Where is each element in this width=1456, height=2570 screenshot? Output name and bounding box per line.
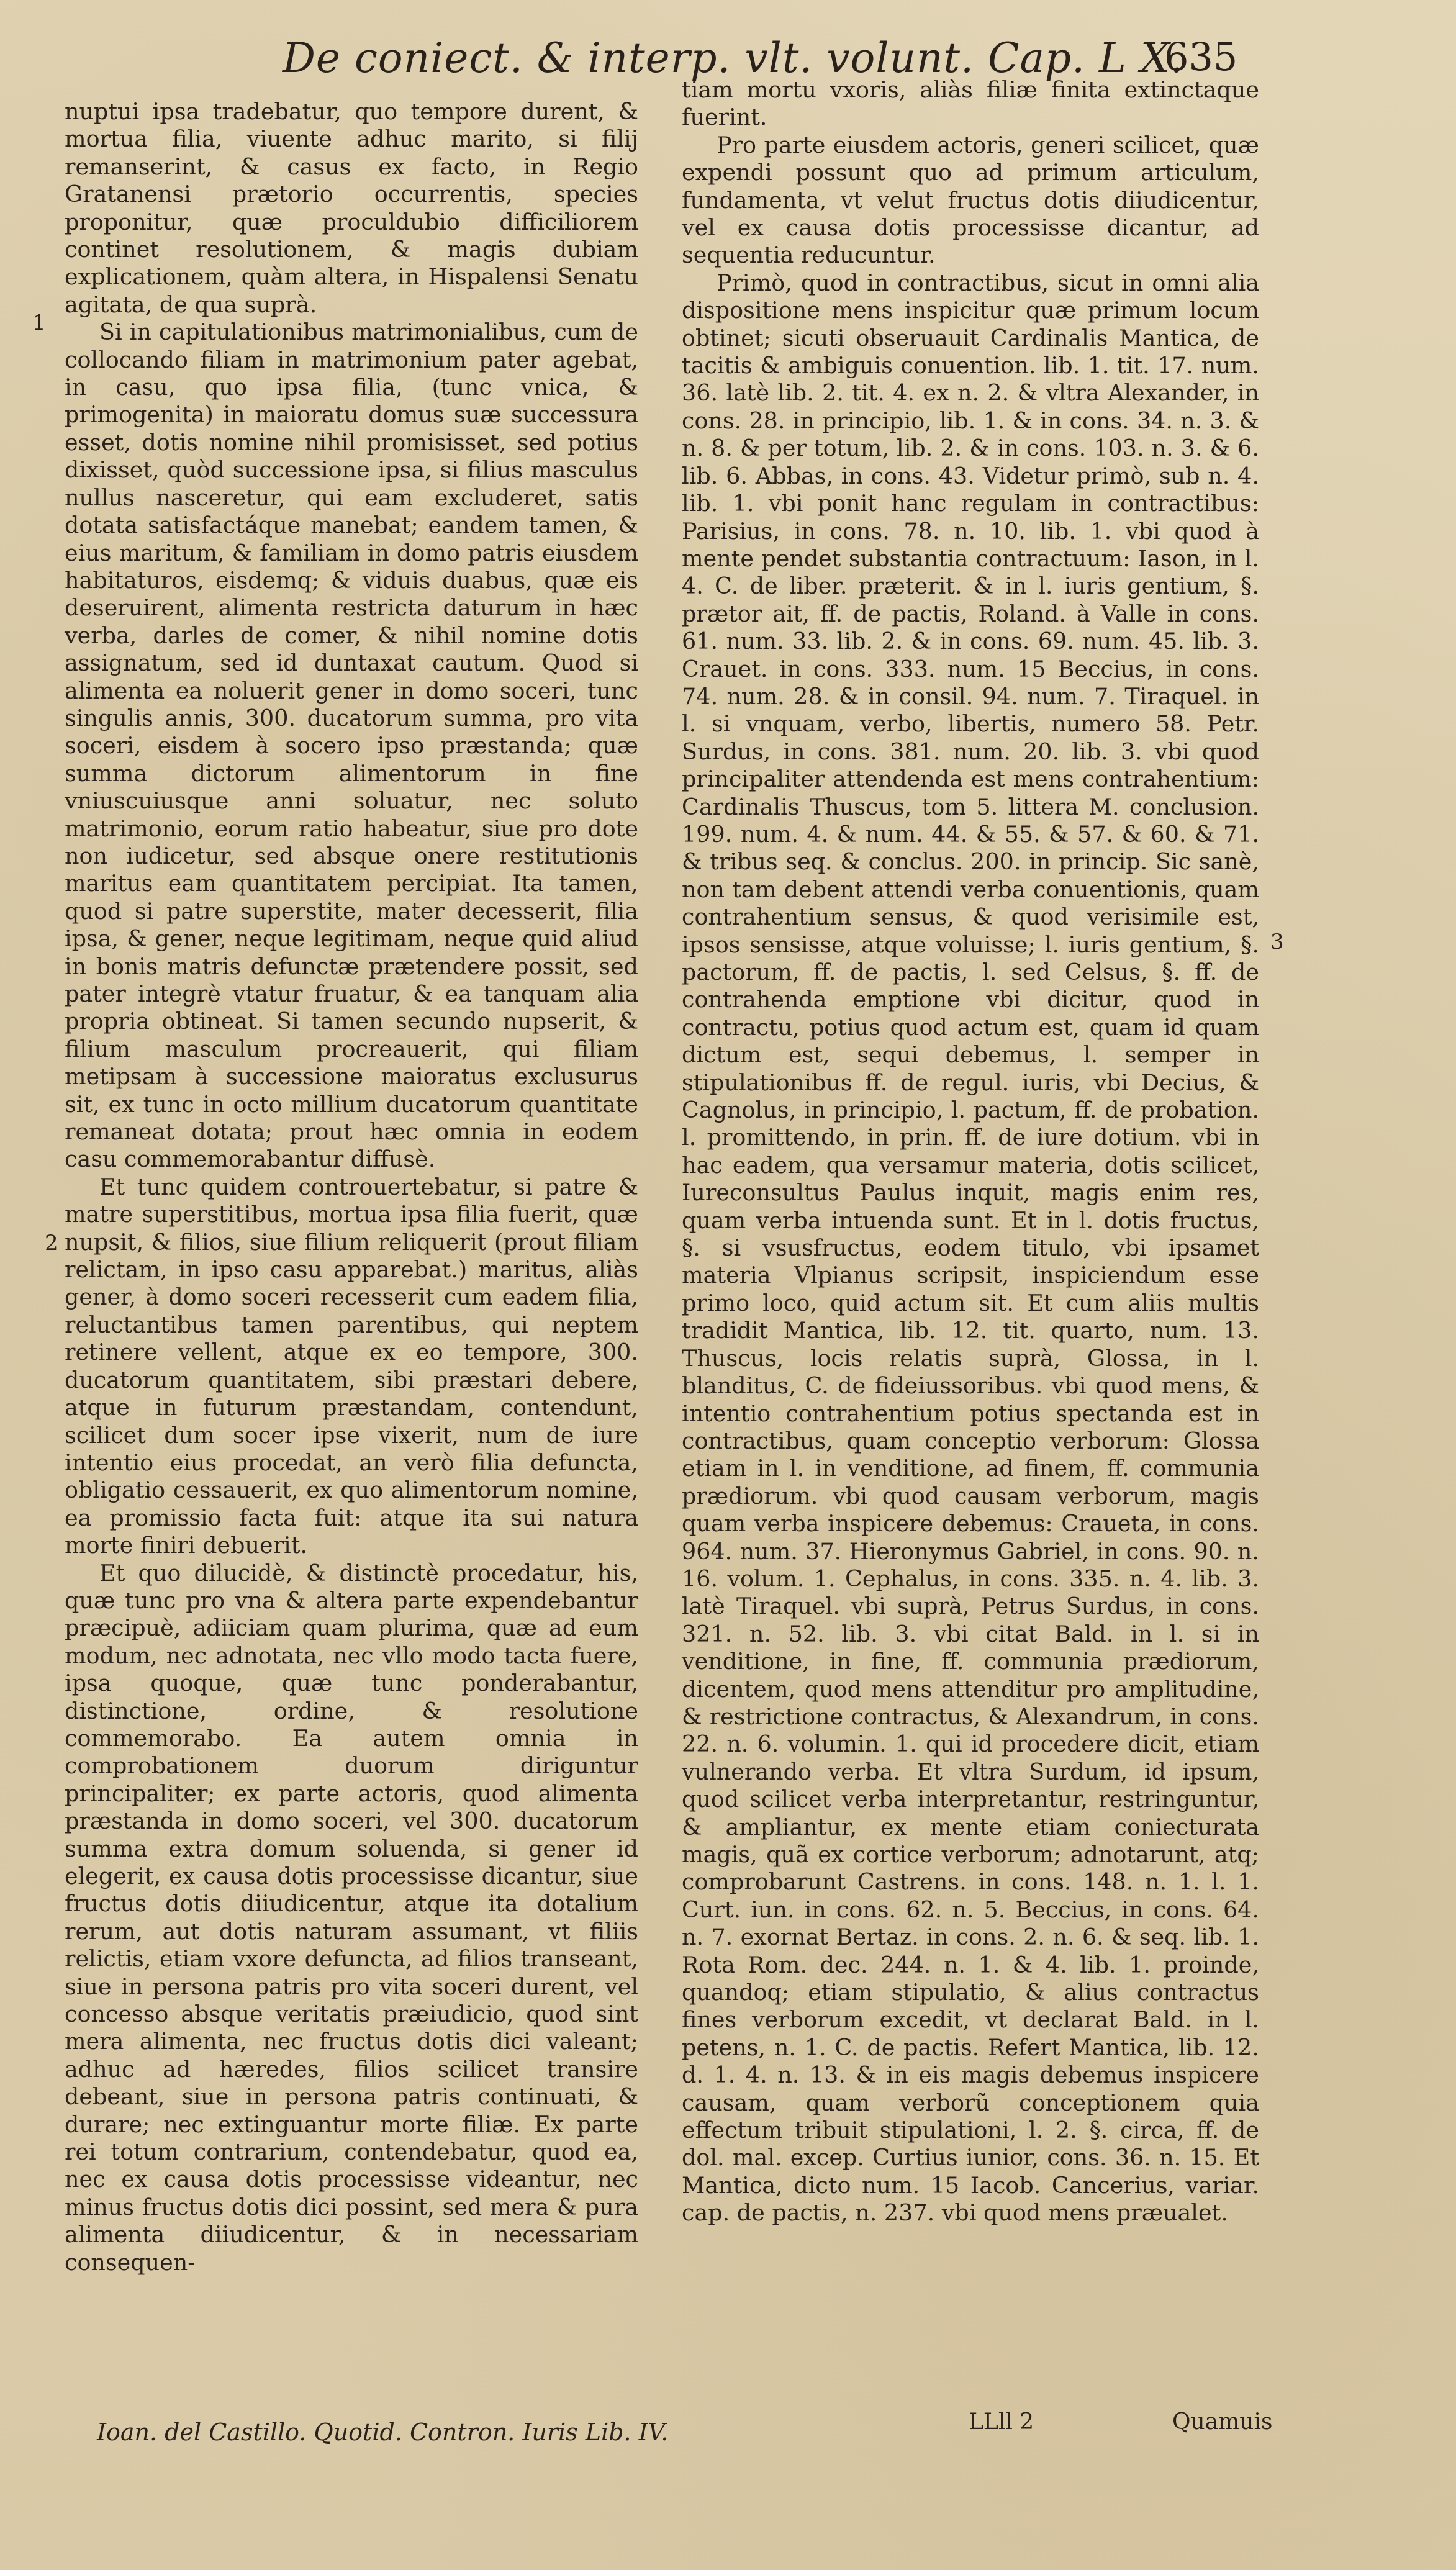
paragraph: nuptui ipsa tradebatur, quo tempore durent, & mortua filia, viuente adhuc marito, si filij remanserint, & casus ex facto, in Regio Gratanensi prætorio occurrentis, species proponitur, quæ proculdubio difficiliorem continet resolutionem, & magis dubiam explicationem, quàm altera, in Hispalensi Senatu agitata, de qua suprà.	[65, 98, 638, 318]
right-column	[682, 76, 1259, 2227]
margin-number: 2	[45, 1231, 58, 1256]
paragraph: Et tunc quidem controuertebatur, si patre & matre superstitibus, mortua ipsa filia fuerit, quæ nupsit, & filios, siue filium reliquerit (prout filiam relictam, in ipso casu apparebat.) maritus, aliàs gener, à domo soceri recesserit cum eadem filia, reluctantibus tamen parentibus, qui neptem retinere vellent, atque ex eo tempore, 300. ducatorum quantitatem, sibi præstari debere, atque in futurum præstandam, contendunt, scilicet dum socer ipse vixerit, num de iure intentio eius procedat, an verò filia defuncta, obligatio cessauerit, ex quo alimentorum nomine, ea promissio facta fuit: atque ita sui natura morte finiri debuerit.	[65, 1173, 638, 1559]
paragraph: Et quo dilucidè, & distinctè procedatur, his, quæ tunc pro vna & altera parte expendebantur præcipuè, adiiciam quam plurima, quæ ad eum modum, nec adnotata, nec vllo modo tacta fuere, ipsa quoque, quæ tunc ponderabantur, distinctione, ordine, & resolutione commemorabo. Ea autem omnia in comprobationem duorum diriguntur principaliter; ex parte actoris, quod alimenta præstanda in domo soceri, vel 300. ducatorum summa extra domum soluenda, si gener id elegerit, ex causa dotis processisse dicantur, siue fructus dotis diiudicentur, atque ita dotalium rerum, aut dotis naturam assumant, vt filiis relictis, etiam vxore defuncta, ad filios transeant, siue in persona patris pro vita soceri durent, vel concesso absque veritatis præiudicio, quod sint mera alimenta, nec fructus dotis dici valeant; adhuc ad hæredes, filios scilicet transire debeant, siue in persona patris continuati, & durare; nec extinguantur morte filiæ. Ex parte rei totum contrarium, contendebatur, quod ea, nec ex causa dotis processisse videantur, nec minus fructus dotis dici possint, sed mera & pura alimenta diiudicentur, & in necessariam consequen-	[65, 1559, 638, 2276]
margin-number: 3	[1270, 930, 1284, 954]
paragraph: Pro parte eiusdem actoris, generi scilicet, quæ expendi possunt quo ad primum articulum, fundamenta, vt velut fructus dotis diiudicentur, vel ex causa dotis processisse dicantur, ad sequentia reducuntur.	[682, 131, 1259, 269]
signature-mark: LLll 2	[969, 2409, 1034, 2435]
paragraph: Si in capitulationibus matrimonialibus, cum de collocando filiam in matrimonium pater agebat, in casu, quo ipsa filia, (tunc vnica, & primogenita) in maioratu domus suæ successura esset, dotis nomine nihil promisisset, sed potius dixisset, quòd successione ipsa, si filius masculus nullus nasceretur, qui eam excluderet, satis dotata satisfactáque manebat; eandem tamen, & eius maritum, & familiam in domo patris eiusdem habitaturos, eisdemq; & viduis duabus, quæ eis deseruirent, alimenta restricta daturum in hæc verba, darles de comer, & nihil nomine dotis assignatum, sed id duntaxat cautum. Quod si alimenta ea noluerit gener in domo soceri, tunc singulis annis, 300. ducatorum summa, pro vita soceri, eisdem à socero ipso præstanda; quæ summa dictorum alimentorum in fine vniuscuiusque anni soluatur, nec soluto matrimonio, eorum ratio habeatur, siue pro dote non iudicetur, sed absque onere restitutionis maritus eam quantitatem percipiat. Ita tamen, quod si patre superstite, mater decesserit, filia ipsa, & gener, neque legitimam, neque quid aliud in bonis matris defunctæ prætendere possit, sed pater integrè vtatur fruatur, & ea tanquam alia propria obtineat. Si tamen secundo nupserit, & filium masculum procreauerit, qui filiam metipsam à successione maioratus exclusurus sit, ex tunc in octo millium ducatorum quantitate remaneat dotata; prout hæc omnia in eodem casu commemorabantur diffusè.	[65, 319, 638, 1173]
page-number: 635	[1164, 34, 1238, 79]
signature-line: Ioan. del Castillo. Quotid. Contron. Iuris Lib. IV.	[97, 2418, 669, 2446]
left-column	[65, 98, 638, 2276]
running-title: De coniect. & interp. vlt. volunt. Cap. L X.	[283, 34, 1184, 82]
paragraph: Primò, quod in contractibus, sicut in omni alia dispositione mens inspicitur quæ primum locum obtinet; sicuti obseruauit Cardinalis Mantica, de tacitis & ambiguis conuention. lib. 1. tit. 17. num. 36. latè lib. 2. tit. 4. ex n. 2. & vltra Alexander, in cons. 28. in principio, lib. 1. & in cons. 34. n. 3. & n. 8. & per totum, lib. 2. & in cons. 103. n. 3. & 6. lib. 6. Abbas, in cons. 43. Videtur primò, sub n. 4. lib. 1. vbi ponit hanc regulam in contractibus: Parisius, in cons. 78. n. 10. lib. 1. vbi quod à mente pendet substantia contractuum: Iason, in l. 4. C. de liber. præterit. & in l. iuris gentium, §. prætor ait, ff. de pactis, Roland. à Valle in cons. 61. num. 33. lib. 2. & in cons. 69. num. 45. lib. 3. Crauet. in cons. 333. num. 15 Beccius, in cons. 74. num. 28. & in consil. 94. num. 7. Tiraquel. in l. si vnquam, verbo, libertis, numero 58. Petr. Surdus, in cons. 381. num. 20. lib. 3. vbi quod principaliter attendenda est mens contrahentium: Cardinalis Thuscus, tom 5. littera M. conclusion. 199. num. 4. & num. 44. & 55. & 57. & 60. & 71. & tribus seq. & conclus. 200. in princip. Sic sanè, non tam debent attendi verba conuentionis, quam contrahentium sensus, & quod verisimile est, ipsos sensisse, atque voluisse; l. iuris gentium, §. pactorum, ff. de pactis, l. sed Celsus, §. ff. de contrahenda emptione vbi dicitur, quod in contractu, potius quod actum est, quam id quam dictum est, sequi debemus, l. semper in stipulationibus ff. de regul. iuris, vbi Decius, & Cagnolus, in principio, l. pactum, ff. de probation. l. promittendo, in prin. ff. de iure dotium. vbi in hac eadem, qua versamur materia, dotis scilicet, Iureconsultus Paulus inquit, magis enim res, quam verba intuenda sunt. Et in l. dotis fructus, §. si vsusfructus, eodem titulo, vbi ipsamet materia Vlpianus scripsit, inspiciendum esse primo loco, quid actum sit. Et cum aliis multis tradidit Mantica, lib. 12. tit. quarto, num. 13. Thuscus, locis relatis suprà, Glossa, in l. blanditus, C. de fideiussoribus. vbi quod mens, & intentio contrahentium potius spectanda est in contractibus, quam conceptio verborum: Glossa etiam in l. in venditione, ad finem, ff. communia prædiorum. vbi quod causam verborum, magis quam verba inspicere debemus: Craueta, in cons. 964. num. 37. Hieronymus Gabriel, in cons. 90. n. 16. volum. 1. Cephalus, in cons. 335. n. 4. lib. 3. latè Tiraquel. vbi suprà, Petrus Surdus, in cons. 321. n. 52. lib. 3. vbi citat Bald. in l. si in venditione, in fine, ff. communia prædiorum, dicentem, quod mens attenditur pro amplitudine, & restrictione contractus, & Alexandrum, in cons. 22. n. 6. volumin. 1. qui id procedere dicit, etiam vulnerando verba. Et vltra Surdum, id ipsum, quod scilicet verba interpretantur, restringuntur, & ampliantur, ex mente etiam coniecturata magis, quã ex cortice verborum; adnotarunt, atq; comprobarunt Castrens. in cons. 148. n. 1. l. 1. Curt. iun. in cons. 62. n. 5. Beccius, in cons. 64. n. 7. exornat Bertaz. in cons. 2. n. 6. & seq. lib. 1. Rota Rom. dec. 244. n. 1. & 4. lib. 1. proinde, quandoq; etiam stipulatio, & alius contractus fines verborum excedit, vt declarat Bald. in l. petens, n. 1. C. de pactis. Refert Mantica, lib. 12. d. 1. 4. n. 13. & in eis magis debemus inspicere causam, quam verborũ conceptionem quia effectum tribuit stipulationi, l. 2. §. circa, ff. de dol. mal. excep. Curtius iunior, cons. 36. n. 15. Et Mantica, dicto num. 15 Iacob. Cancerius, variar. cap. de pactis, n. 237. vbi quod mens præualet.	[682, 269, 1259, 2227]
catchword: Quamuis	[1172, 2409, 1273, 2435]
margin-number: 1	[32, 310, 46, 335]
paragraph: tiam mortu vxoris, aliàs filiæ finita extinctaque fuerint.	[682, 76, 1259, 131]
